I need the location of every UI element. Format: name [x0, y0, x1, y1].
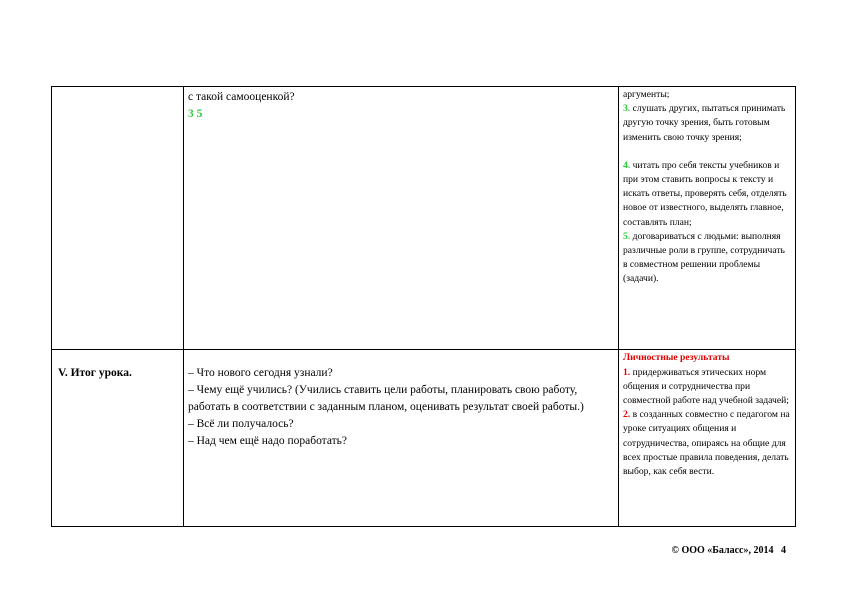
results-title: Личностные результаты	[623, 352, 730, 364]
stage-label: V. Итог урока.	[58, 367, 132, 380]
lesson-table	[51, 86, 796, 527]
item-number: 5.	[623, 230, 631, 242]
activity-line: – Над чем ещё надо поработать?	[188, 435, 348, 448]
list-item	[623, 408, 791, 479]
activity-line: – Что нового сегодня узнали?	[188, 367, 333, 380]
item-text: договариваться с людьми: выполняя различные роли в группе, сотрудничать в совместном решении проблемы (задачи).	[623, 230, 785, 285]
spacer	[623, 145, 791, 159]
results-intro: аргументы;	[623, 89, 670, 100]
activity-question: с такой самооценкой?	[188, 91, 295, 103]
item-number: 3.	[623, 103, 631, 115]
stage-cell	[52, 87, 184, 350]
results-cell	[619, 87, 796, 350]
table-row	[52, 87, 796, 350]
item-number: 2.	[623, 409, 631, 421]
item-text: читать про себя тексты учебников и при этом ставить вопросы к тексту и искать ответы, проверять себя, отделять новое от известного, выделять главное, составлять план;	[623, 159, 787, 228]
stage-cell	[52, 350, 184, 527]
table-row	[52, 350, 796, 527]
item-number: 1.	[623, 366, 631, 378]
activity-line: – Чему ещё учились? (Учились ставить цели работы, планировать свою работу, работать в соответствии с заданным планом, оценивать результат своей работы.)	[188, 384, 584, 414]
page-number: 4	[781, 545, 786, 556]
copyright-text: © ООО «Баласс», 2014	[671, 545, 774, 556]
results-cell	[619, 350, 796, 527]
activity-cell	[184, 87, 619, 350]
marks-label: 3 5	[188, 108, 203, 120]
list-item	[623, 102, 791, 145]
activity-cell	[184, 350, 619, 527]
list-item	[623, 159, 791, 230]
list-item	[623, 230, 791, 287]
item-text: в созданных совместно с педагогом на уроке ситуациях общения и сотрудничества, опираясь на общие для всех простые правила поведения, делать выбор, как себя вести.	[623, 409, 790, 478]
list-item	[623, 366, 791, 409]
item-text: придерживаться этических норм общения и сотрудничества при совместной работе над учебной задачей;	[623, 366, 789, 406]
activity-line: – Всё ли получалось?	[188, 418, 294, 431]
page-footer	[600, 545, 786, 556]
item-number: 4.	[623, 159, 631, 171]
item-text: слушать других, пытаться принимать другую точку зрения, быть готовым изменить свою точку зрения;	[623, 103, 786, 143]
